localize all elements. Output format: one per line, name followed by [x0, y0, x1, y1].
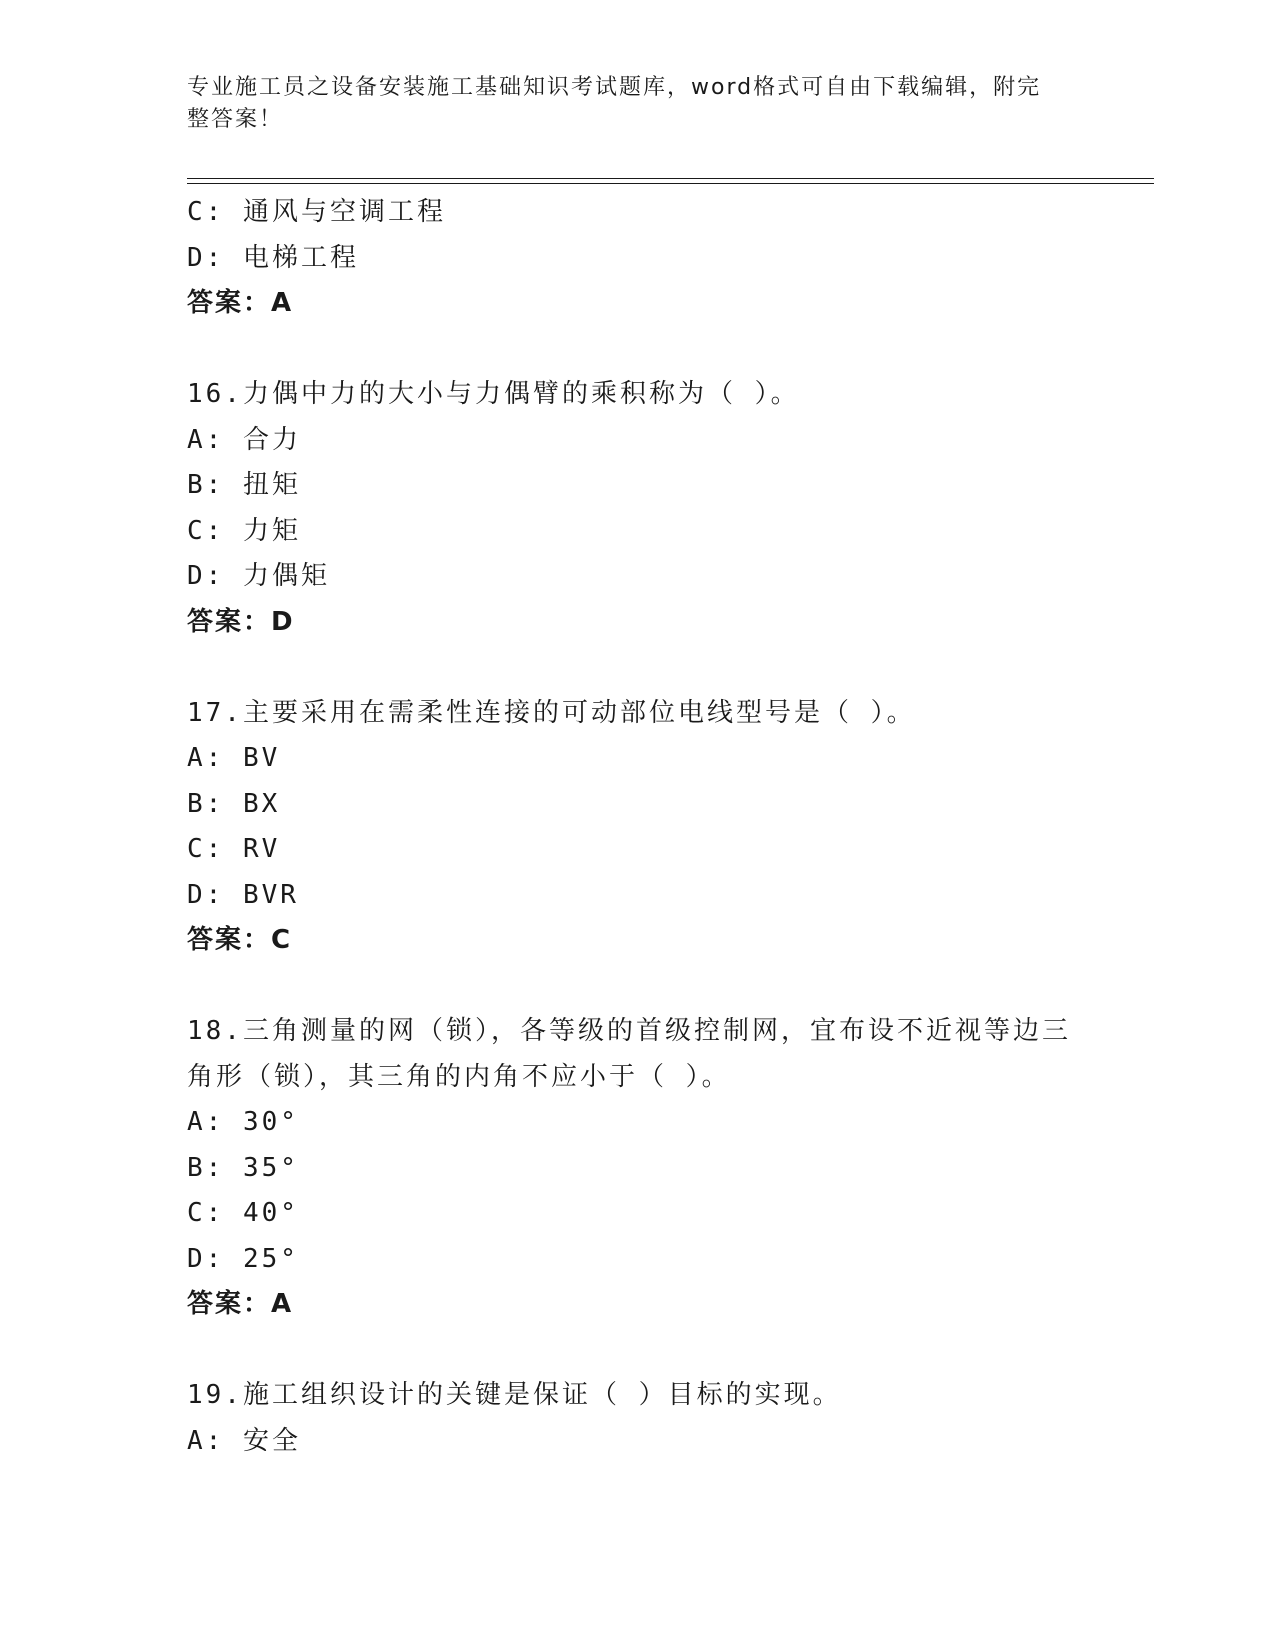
header-rule-bottom	[187, 183, 1154, 184]
spacer	[187, 964, 1087, 1010]
q16-option-a	[187, 418, 1087, 464]
q17-option-a	[187, 736, 1087, 782]
q17-question: 17.主要采用在需柔性连接的可动部位电线型号是（ ）。	[187, 697, 916, 728]
q17-answer: 答案：C	[187, 925, 293, 955]
q16-option-d	[187, 554, 1087, 600]
option-key: C:	[187, 197, 225, 227]
spacer	[187, 327, 1087, 373]
option-text: 25°	[242, 1243, 299, 1274]
q19-option-a	[187, 1419, 1087, 1465]
option-key: C:	[187, 834, 225, 864]
spacer	[187, 1328, 1087, 1374]
q17-option-b	[187, 782, 1087, 828]
option-key: A:	[187, 743, 225, 773]
q15-option-c	[187, 190, 1087, 236]
spacer	[187, 645, 1087, 691]
option-key: D:	[187, 1243, 225, 1274]
q18-option-c	[187, 1191, 1087, 1237]
q19-question: 19.施工组织设计的关键是保证（ ）目标的实现。	[187, 1380, 842, 1410]
q16-option-c	[187, 509, 1087, 555]
option-key: C:	[187, 1198, 225, 1228]
q18-question-line-1: 18.三角测量的网（锁），各等级的首级控制网，宜布设不近视等边三	[187, 1016, 1071, 1046]
option-text: BX	[242, 788, 281, 819]
q15-option-d	[187, 236, 1087, 282]
option-key: B:	[187, 788, 225, 819]
q18-option-b	[187, 1146, 1087, 1192]
q16-question: 16.力偶中力的大小与力偶臂的乘积称为（ ）。	[187, 379, 800, 409]
option-text: 安全	[242, 1425, 301, 1456]
q17-option-c	[187, 827, 1087, 873]
option-text: 力矩	[242, 515, 301, 546]
q16-answer: 答案：D	[187, 606, 295, 637]
option-key: B:	[187, 470, 225, 500]
option-text: BV	[242, 743, 281, 773]
option-text: 力偶矩	[242, 561, 330, 591]
option-text: RV	[242, 834, 281, 864]
header-line-2: 整答案！	[187, 107, 284, 132]
option-text: 扭矩	[242, 470, 301, 500]
option-text: BVR	[242, 879, 299, 910]
option-text: 合力	[242, 424, 301, 455]
option-text: 40°	[242, 1198, 299, 1228]
question-list	[187, 190, 1087, 1464]
option-key: A:	[187, 424, 225, 455]
header-line-1: 专业施工员之设备安装施工基础知识考试题库，word格式可自由下载编辑，附完	[187, 75, 1042, 100]
option-text: 30°	[242, 1107, 299, 1137]
option-key: A:	[187, 1425, 225, 1456]
option-key: D:	[187, 242, 225, 273]
q18-option-d	[187, 1237, 1087, 1283]
q18-option-a	[187, 1100, 1087, 1146]
option-key: D:	[187, 879, 225, 910]
header-rule-top	[187, 178, 1154, 179]
q17-option-d	[187, 873, 1087, 919]
option-text: 电梯工程	[242, 242, 359, 273]
option-text: 35°	[242, 1152, 299, 1183]
option-key: C:	[187, 515, 225, 546]
q18-answer: 答案：A	[187, 1289, 294, 1319]
page-header	[187, 72, 1067, 136]
option-key: B:	[187, 1152, 225, 1183]
q18-question-line-2: 角形（锁），其三角的内角不应小于（ ）。	[187, 1061, 731, 1092]
q16-option-b	[187, 463, 1087, 509]
option-key: A:	[187, 1107, 225, 1137]
q15-answer: 答案：A	[187, 288, 294, 318]
option-text: 通风与空调工程	[242, 197, 446, 227]
option-key: D:	[187, 561, 225, 591]
